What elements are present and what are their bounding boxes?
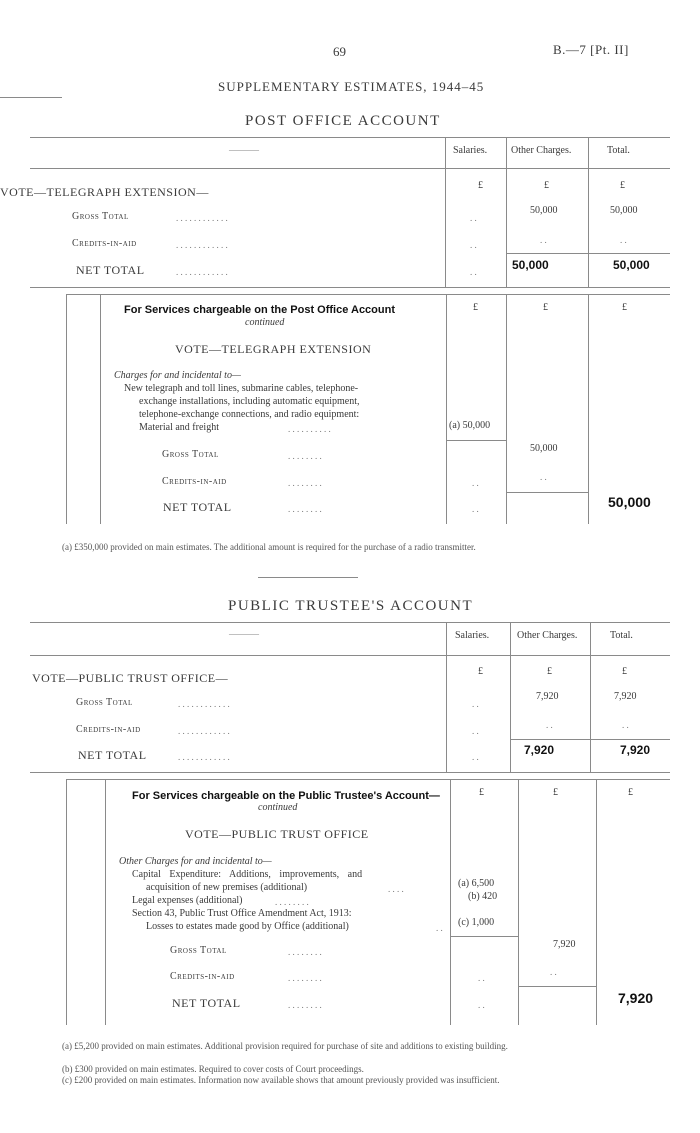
po-gross-label: Gross Total — [72, 211, 129, 222]
public-trustee-title: PUBLIC TRUSTEE'S ACCOUNT — [228, 598, 474, 614]
po-services-heading: For Services chargeable on the Post Office Account — [124, 304, 395, 316]
po-services-pound-total: £ — [622, 302, 627, 313]
po-services-divider-2 — [506, 294, 507, 524]
po-net-other: 50,000 — [512, 258, 549, 272]
po-services-inner-border — [100, 294, 101, 524]
po-charge-line-3: telephone-exchange connections, and radio equipment: — [139, 409, 360, 420]
post-office-title: POST OFFICE ACCOUNT — [245, 113, 441, 129]
po-charge-amount: (a) 50,000 — [449, 420, 491, 431]
po-col-divider-3 — [588, 137, 589, 287]
po-credits-salaries: . . — [470, 240, 477, 250]
po-services-gross-label: Gross Total — [162, 449, 219, 460]
pt-line-2: Legal expenses (additional) — [132, 895, 243, 906]
pt-amount-a: (a) 6,500 — [458, 878, 495, 889]
pt-net-label: NET TOTAL — [78, 748, 147, 762]
pt-amount-c: (c) 1,000 — [458, 917, 495, 928]
pt-credits-label: Credits-in-aid — [76, 724, 141, 735]
po-services-credits-label: Credits-in-aid — [162, 476, 227, 487]
pt-pound-total: £ — [622, 666, 627, 677]
pt-services-credits-salaries: . . — [478, 973, 485, 983]
po-services-net-salaries: . . — [472, 504, 479, 514]
pt-services-net-salaries: . . — [478, 1000, 485, 1010]
po-col-divider-2 — [506, 137, 507, 287]
pt-services-divider-2 — [518, 779, 519, 1025]
po-services-credits-other: . . — [540, 472, 547, 482]
pt-services-inner-border — [105, 779, 106, 1025]
po-services-pound-salaries: £ — [473, 302, 478, 313]
rule-left — [0, 97, 62, 98]
po-pound-salaries: £ — [478, 180, 483, 191]
po-net-total: 50,000 — [613, 258, 650, 272]
pt-gross-dots: . . . . . . . . . . . . — [178, 699, 230, 709]
pt-services-credits-label: Credits-in-aid — [170, 971, 235, 982]
po-credits-other: . . — [540, 235, 547, 245]
pt-col-divider-1 — [446, 622, 447, 772]
pt-pound-salaries: £ — [478, 666, 483, 677]
po-table-top-rule — [30, 137, 670, 138]
pt-line-1a: Capital Expenditure: Additions, improvements, and — [132, 869, 363, 880]
po-charge-line-1: New telegraph and toll lines, submarine cables, telephone- — [124, 383, 359, 394]
pt-line-3b-dots: . . — [436, 923, 443, 933]
po-col-salaries: Salaries. — [453, 145, 488, 156]
pt-services-gross-dots: . . . . . . . . — [288, 947, 322, 957]
po-dash: ——— — [229, 145, 259, 156]
pt-footnote-a: (a) £5,200 provided on main estimates. Additional provision required for purchase of site and additions to existing building. — [62, 1041, 508, 1051]
po-charges-heading: Charges for and incidental to— — [114, 370, 241, 381]
po-services-credits-salaries: . . — [472, 478, 479, 488]
pt-services-top-rule — [66, 779, 670, 780]
po-services-gross-other: 50,000 — [530, 443, 558, 454]
po-continued: continued — [245, 317, 285, 328]
po-charge-line-2: exchange installations, including automatic equipment, — [139, 396, 360, 407]
po-footnote-a: (a) £350,000 provided on main estimates. The additional amount is required for the purchase of a radio transmitter. — [62, 542, 476, 552]
po-col-divider-1 — [445, 137, 446, 287]
po-charge-line-4: Material and freight — [139, 422, 219, 433]
pt-credits-dots: . . . . . . . . . . . . — [178, 726, 230, 736]
pt-table-mid-rule — [30, 772, 670, 773]
po-services-pound-other: £ — [543, 302, 548, 313]
pt-table-top-rule — [30, 622, 670, 623]
po-services-sal-rule — [446, 440, 506, 441]
pt-line-2-dots: . . . . . . . . — [275, 897, 309, 907]
po-gross-dots: . . . . . . . . . . . . — [176, 213, 228, 223]
pt-vote-heading: VOTE—PUBLIC TRUST OFFICE— — [32, 671, 229, 685]
po-vote-heading: VOTE—TELEGRAPH EXTENSION— — [0, 185, 209, 199]
pt-net-dots: . . . . . . . . . . . . — [178, 752, 230, 762]
pt-header-rule — [30, 655, 670, 656]
po-credits-total: . . — [620, 235, 627, 245]
pt-footnote-b: (b) £300 provided on main estimates. Required to cover costs of Court proceedings. — [62, 1064, 364, 1074]
pt-services-net-total: 7,920 — [618, 990, 654, 1006]
po-col-total: Total. — [607, 145, 630, 156]
pt-services-gross-other: 7,920 — [553, 939, 576, 950]
po-net-dots: . . . . . . . . . . . . — [176, 267, 228, 277]
pt-continued: continued — [258, 802, 298, 813]
pt-pound-other: £ — [547, 666, 552, 677]
pt-credits-total: . . — [622, 720, 629, 730]
po-services-net-label: NET TOTAL — [163, 500, 232, 514]
section-separator — [258, 577, 358, 578]
document-reference: B.—7 [Pt. II] — [553, 42, 629, 57]
pt-gross-salaries: . . — [472, 699, 479, 709]
pt-amount-b: (b) 420 — [468, 891, 498, 902]
pt-services-credits-other: . . — [550, 967, 557, 977]
po-services-left-border — [66, 294, 67, 524]
po-table-mid-rule — [30, 287, 670, 288]
pt-net-other: 7,920 — [524, 743, 555, 757]
pt-services-left-border — [66, 779, 67, 1025]
pt-services-other-rule — [518, 986, 596, 987]
po-services-divider-3 — [588, 294, 589, 524]
pt-services-sal-rule — [450, 936, 518, 937]
pt-services-pound-total: £ — [628, 787, 633, 798]
pt-gross-label: Gross Total — [76, 697, 133, 708]
pt-footnote-c: (c) £200 provided on main estimates. Information now available shows that amount previously provided was insufficient. — [62, 1075, 500, 1085]
po-services-credits-dots: . . . . . . . . — [288, 478, 322, 488]
pt-line-3b: Losses to estates made good by Office (additional) — [146, 921, 349, 932]
pt-services-divider-3 — [596, 779, 597, 1025]
po-charge-line-4-dots: . . . . . . . . . . — [288, 424, 331, 434]
pt-services-pound-salaries: £ — [479, 787, 484, 798]
pt-col-divider-3 — [590, 622, 591, 772]
po-services-gross-dots: . . . . . . . . — [288, 451, 322, 461]
pt-services-heading: For Services chargeable on the Public Trustee's Account— — [132, 790, 440, 802]
pt-services-gross-label: Gross Total — [170, 945, 227, 956]
pt-services-divider-1 — [450, 779, 451, 1025]
pt-line-3a: Section 43, Public Trust Office Amendment Act, 1913: — [132, 908, 352, 919]
pt-dash: ——— — [229, 629, 259, 640]
po-col-other: Other Charges. — [511, 145, 572, 156]
po-pound-total: £ — [620, 180, 625, 191]
pt-col-total: Total. — [610, 630, 633, 641]
pt-net-salaries: . . — [472, 752, 479, 762]
po-gross-salaries: . . — [470, 213, 477, 223]
pt-services-net-dots: . . . . . . . . — [288, 1000, 322, 1010]
pt-gross-other: 7,920 — [536, 691, 559, 702]
po-header-rule — [30, 168, 670, 169]
pt-col-other: Other Charges. — [517, 630, 578, 641]
po-gross-total: 50,000 — [610, 205, 638, 216]
po-services-net-dots: . . . . . . . . — [288, 504, 322, 514]
po-services-divider-1 — [446, 294, 447, 524]
po-services-top-rule — [66, 294, 670, 295]
pt-services-pound-other: £ — [553, 787, 558, 798]
pt-charges-heading: Other Charges for and incidental to— — [119, 856, 272, 867]
pt-credits-other: . . — [546, 720, 553, 730]
pt-gross-total: 7,920 — [614, 691, 637, 702]
pt-services-vote: VOTE—PUBLIC TRUST OFFICE — [185, 827, 369, 841]
po-credits-label: Credits-in-aid — [72, 238, 137, 249]
pt-subtotal-rule — [510, 739, 670, 740]
po-pound-other: £ — [544, 180, 549, 191]
pt-services-credits-dots: . . . . . . . . — [288, 973, 322, 983]
pt-credits-salaries: . . — [472, 726, 479, 736]
pt-line-1b: acquisition of new premises (additional) — [146, 882, 308, 893]
po-services-net-total: 50,000 — [608, 494, 651, 510]
pt-services-net-label: NET TOTAL — [172, 996, 241, 1010]
pt-net-total: 7,920 — [620, 743, 651, 757]
pt-col-salaries: Salaries. — [455, 630, 490, 641]
po-credits-dots: . . . . . . . . . . . . — [176, 240, 228, 250]
running-title: SUPPLEMENTARY ESTIMATES, 1944–45 — [218, 79, 485, 94]
po-net-label: NET TOTAL — [76, 263, 145, 277]
po-net-salaries: . . — [470, 267, 477, 277]
page-number: 69 — [333, 44, 346, 59]
po-subtotal-rule — [506, 253, 670, 254]
pt-col-divider-2 — [510, 622, 511, 772]
po-services-vote: VOTE—TELEGRAPH EXTENSION — [175, 342, 372, 356]
po-services-other-rule — [506, 492, 588, 493]
po-gross-other: 50,000 — [530, 205, 558, 216]
pt-line-1b-dots: . . . . — [388, 884, 404, 894]
